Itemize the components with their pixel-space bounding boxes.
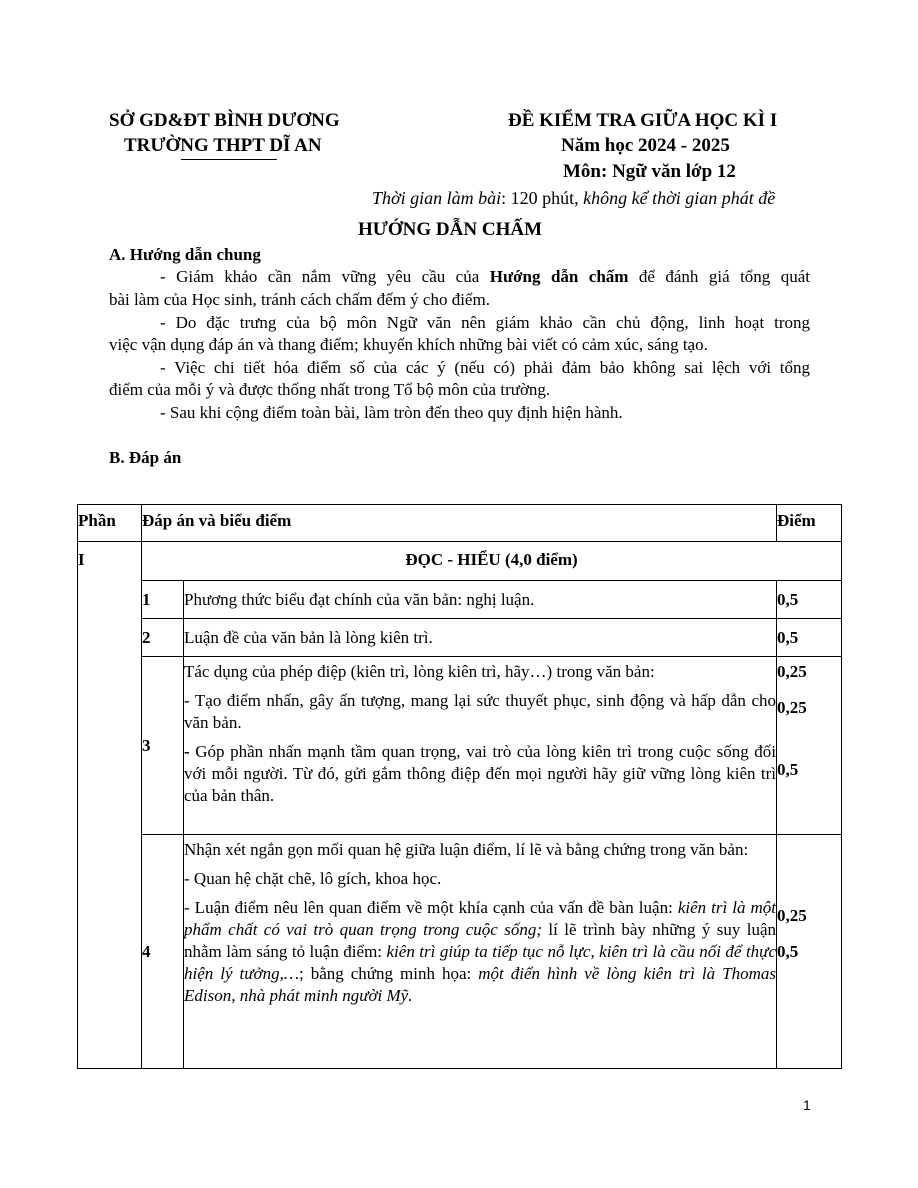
- answer-line: - Luận điểm nêu lên quan điểm về một khía cạnh của vấn đề bàn luận: kiên trì là một phẩm chất có vai trò quan trọng trong cuộc sống; lí lẽ trình bày những ý suy luận nhằm làm sáng tỏ luận điểm: kiên trì giúp ta tiếp tục nỗ lực, kiên trì là cầu nối để thực hiện lý tưởng,…; bằng chứng minh họa: một điển hình về lòng kiên trì là Thomas Edison, nhà phát minh người Mỹ.: [184, 898, 776, 1005]
- exam-title: ĐỀ KIỂM TRA GIỮA HỌC KÌ I: [508, 110, 778, 131]
- page-number: 1: [803, 1097, 811, 1113]
- answer-line: - Quan hệ chặt chẽ, lô gích, khoa học.: [184, 869, 442, 888]
- col-score-header: Điểm: [777, 505, 842, 542]
- guideline-2-line2: việc vận dụng đáp án và thang điểm; khuyến khích những bài viết có cảm xúc, sáng tạo.: [109, 335, 708, 354]
- col-answer-header: Đáp án và biểu điểm: [142, 505, 777, 542]
- guideline-4: - Sau khi cộng điểm toàn bài, làm tròn đến theo quy định hiện hành.: [160, 403, 623, 422]
- score-value: 0,5: [777, 942, 799, 961]
- question-number: 1: [142, 581, 184, 619]
- guideline-1-line2: bài làm của Học sinh, tránh cách chấm đếm ý cho điểm.: [109, 290, 490, 309]
- answer-text: Phương thức biểu đạt chính của văn bản: nghị luận.: [184, 581, 777, 619]
- department-name: SỞ GD&ĐT BÌNH DƯƠNG: [109, 110, 340, 131]
- guideline-3-line1: - Việc chi tiết hóa điểm số của các ý (nếu có) phải đảm bảo không sai lệch với tổng: [160, 358, 810, 377]
- subject: Môn: Ngữ văn lớp 12: [563, 161, 736, 182]
- part-number: I: [78, 542, 142, 1069]
- question-number: 3: [142, 657, 184, 835]
- table-row: [78, 581, 842, 619]
- col-part-header: Phần: [78, 505, 142, 542]
- score-cell: [777, 657, 842, 835]
- question-number: 4: [142, 835, 184, 1069]
- table-row: [78, 835, 842, 1069]
- score-value: 0,25: [777, 698, 807, 717]
- answer-line: Nhận xét ngắn gọn mối quan hệ giữa luận điểm, lí lẽ và bằng chứng trong văn bản:: [184, 840, 749, 859]
- answer-table: [77, 504, 842, 1069]
- school-underline: [181, 159, 277, 160]
- table-header-row: [78, 505, 842, 542]
- section-a-heading: A. Hướng dẫn chung: [109, 245, 261, 264]
- answer-line: - Góp phần nhấn mạnh tầm quan trọng, vai trò của lòng kiên trì trong cuộc sống đối với mỗi người. Từ đó, gửi gắm thông điệp đến mọi người hãy giữ vững lòng kiên trì của bản thân.: [184, 742, 776, 805]
- table-row: [78, 657, 842, 835]
- score-value: 0,5: [777, 581, 842, 619]
- answer-text: [184, 657, 777, 835]
- guideline-2-line1: - Do đặc trưng của bộ môn Ngữ văn nên giám khảo cần chủ động, linh hoạt trong: [160, 313, 810, 332]
- guideline-3-line2: điểm của mỗi ý và được thống nhất trong Tổ bộ môn của trường.: [109, 380, 551, 399]
- score-value: 0,5: [777, 760, 799, 779]
- part-title: ĐỌC - HIỂU (4,0 điểm): [142, 542, 842, 581]
- answer-text: [184, 835, 777, 1069]
- guideline-1-line1: - Giám khảo cần nắm vững yêu cầu của Hướng dẫn chấm để đánh giá tổng quát: [160, 267, 811, 286]
- school-year: Năm học 2024 - 2025: [561, 135, 730, 156]
- score-cell: [777, 835, 842, 1069]
- page-title: HƯỚNG DẪN CHẤM: [358, 219, 542, 240]
- answer-line: - Tạo điểm nhấn, gây ấn tượng, mang lại sức thuyết phục, sinh động và hấp dẫn cho văn bản.: [184, 691, 776, 732]
- score-value: 0,5: [777, 619, 842, 657]
- score-value: 0,25: [777, 662, 807, 681]
- section-b-heading: B. Đáp án: [109, 448, 182, 467]
- answer-line: Tác dụng của phép điệp (kiên trì, lòng kiên trì, hãy…) trong văn bản:: [184, 662, 655, 681]
- score-value: 0,25: [777, 906, 807, 925]
- question-number: 2: [142, 619, 184, 657]
- school-name: TRƯỜNG THPT DĨ AN: [124, 135, 322, 156]
- table-row: [78, 619, 842, 657]
- answer-text: Luận đề của văn bản là lòng kiên trì.: [184, 619, 777, 657]
- time-allowed: Thời gian làm bài: 120 phút, không kể thời gian phát đề: [372, 188, 776, 208]
- part-row: [78, 542, 842, 581]
